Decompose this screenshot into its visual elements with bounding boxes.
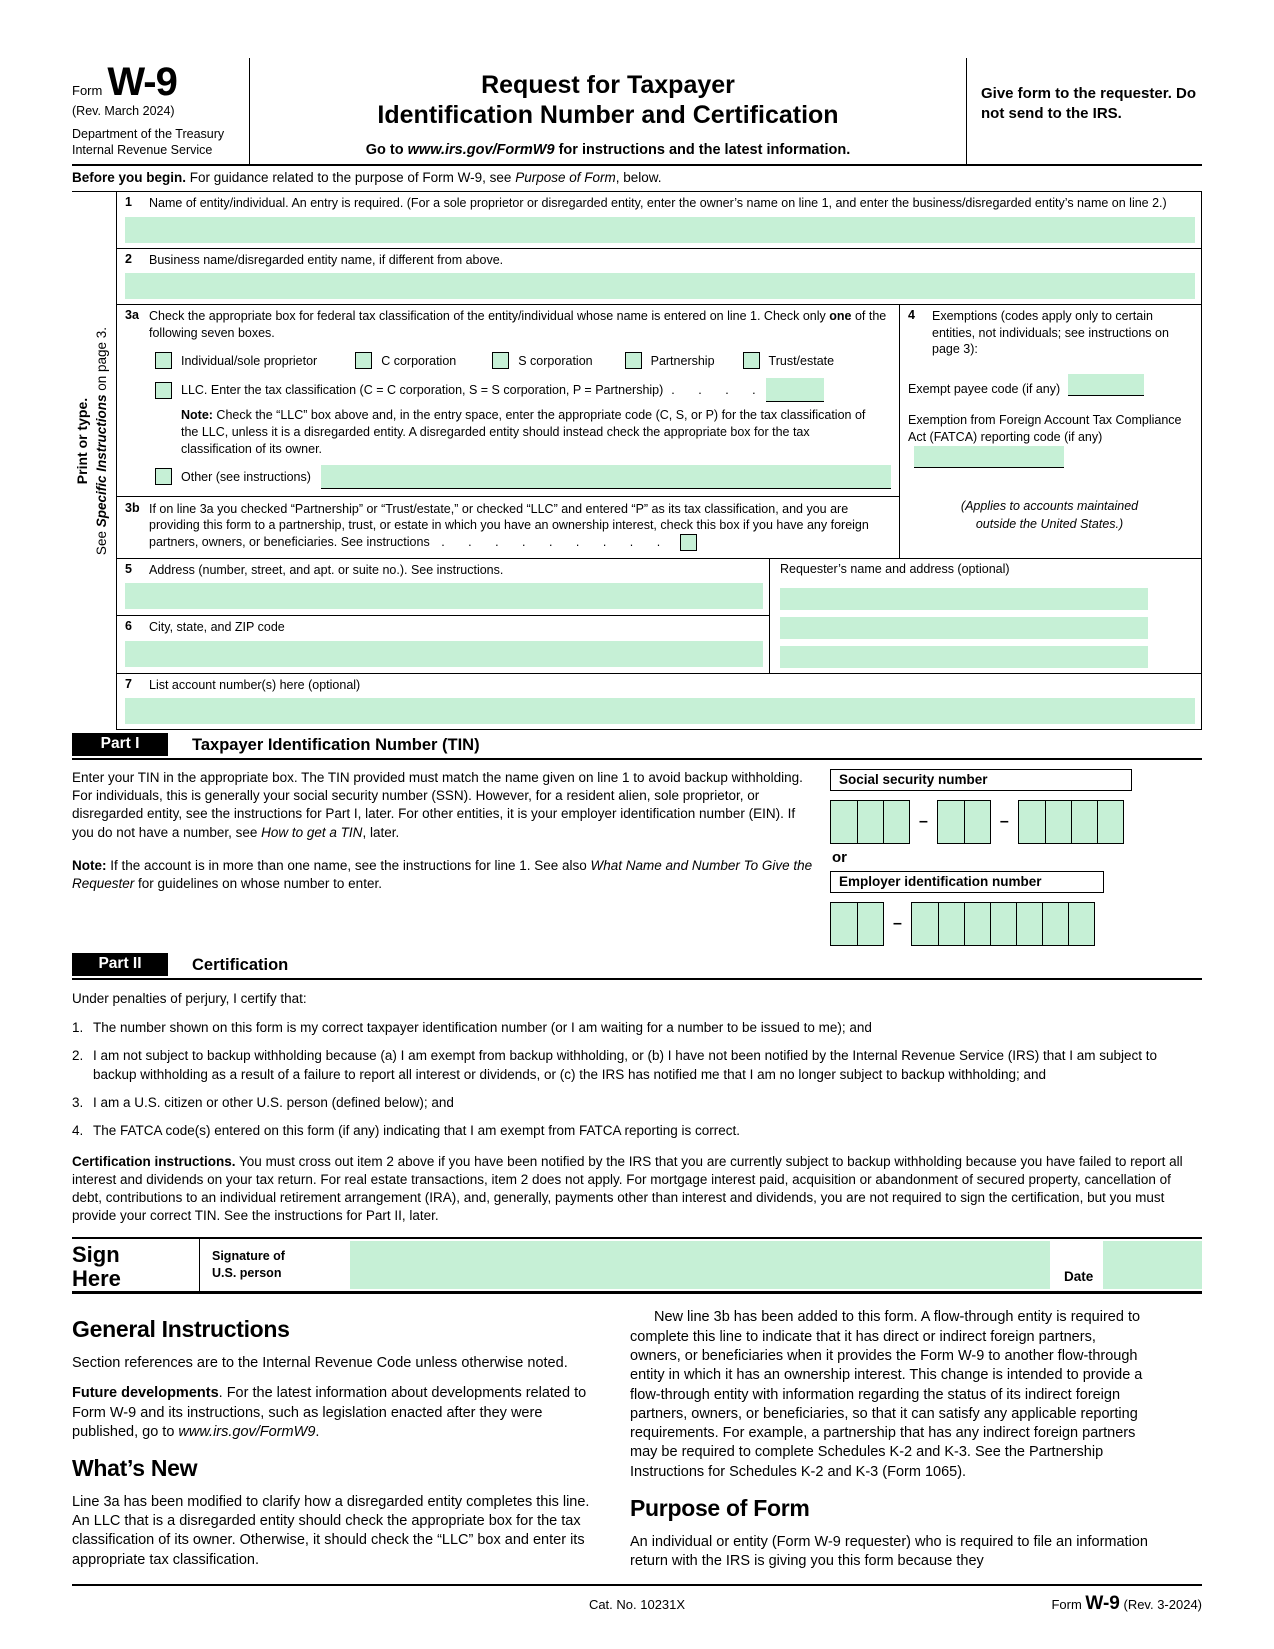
ein-digit-cell[interactable] — [1068, 903, 1094, 945]
line5-row — [117, 559, 769, 617]
ssn-label: Social security number — [830, 769, 1132, 791]
part2-title: Certification — [192, 956, 289, 975]
ein-label: Employer identification number — [830, 871, 1104, 893]
tin-cell-group — [1018, 800, 1124, 844]
tin-cell-group — [937, 800, 991, 844]
line6-label: City, state, and ZIP code — [149, 620, 285, 635]
part2-tag: Part II — [72, 953, 168, 976]
ssn-digit-cell[interactable] — [857, 801, 883, 843]
other-line — [155, 465, 893, 489]
line1-row — [117, 192, 1201, 249]
line4-column — [899, 305, 1201, 558]
date-input[interactable] — [1103, 1241, 1202, 1289]
exempt-payee-code-input[interactable] — [1068, 374, 1144, 396]
line2-row — [117, 249, 1201, 306]
ein-digit-cell[interactable] — [831, 903, 857, 945]
tin-boxes — [824, 769, 1202, 946]
other-label: Other (see instructions) — [181, 469, 311, 484]
certification-item: 1. The number shown on this form is my correct taxpayer identification number (or I am waiting for a number to be issued to me); and — [72, 1020, 872, 1036]
ssn-digit-cell[interactable] — [1097, 801, 1123, 843]
certification-instructions: Certification instructions. You must cross out item 2 above if you have been notified by the IRS that you are currently subject to backup withholding because you have failed to report all interest and dividends on your tax return. For real estate transactions, item 2 does not apply. For mortgage interest paid, acquisition or abandonment of secured property, cancellation of debt, contributions to an individual retirement arrangement (IRA), and, generally, payments other than interest and dividends, you are not required to sign the certification, but you must provide your correct TIN. See the instructions for Part II, later. — [72, 1153, 1183, 1224]
line3a-row — [117, 305, 899, 497]
part1-text — [72, 769, 824, 946]
checkbox-label: Individual/sole proprietor — [181, 353, 318, 368]
revision-date: (Rev. March 2024) — [72, 104, 175, 118]
line2-label: Business name/disregarded entity name, if different from above. — [149, 252, 504, 267]
line1-label: Name of entity/individual. An entry is required. (For a sole proprietor or disregarded entity, enter the owner’s name on line 1, and enter the business/disregarded entity’s name on line 2.) — [149, 196, 1167, 210]
tin-dash: – — [999, 813, 1009, 831]
print-or-type-sidebar: Print or type. See Specific Instructions on page 3. — [74, 326, 109, 556]
line3b-label: If on line 3a you checked “Partnership” or “Trust/estate,” or checked “LLC” and entered “P” as its tax classification, and you are providing this form to a partnership, trust, or estate in which you have an ownership interest, check this box if you have any foreign partners, owners, or beneficiaries. See instructions . . . . . . . . . — [149, 501, 893, 551]
section-references: Section references are to the Internal Revenue Code unless otherwise noted. — [72, 1355, 568, 1372]
checkbox-other[interactable] — [155, 468, 172, 485]
line4-label: Exemptions (codes apply only to certain entities, not individuals; see instructions on page 3): — [932, 309, 1169, 356]
department-agency — [72, 126, 243, 159]
ein-digit-cell[interactable] — [1042, 903, 1068, 945]
form-body — [72, 192, 1202, 730]
instructions-right-column — [630, 1308, 1148, 1582]
checkbox-label: C corporation — [381, 353, 457, 368]
irs-url: www.irs.gov/FormW9 — [178, 1423, 316, 1440]
fatca-code-input[interactable] — [914, 446, 1064, 468]
line2-business-name-input[interactable] — [125, 273, 1195, 299]
tin-cell-group — [830, 800, 910, 844]
line3b-number: 3b — [125, 500, 140, 515]
line1-name-input[interactable] — [125, 217, 1195, 243]
irs-url: www.irs.gov/FormW9 — [407, 142, 555, 158]
part2-body — [72, 980, 1202, 1237]
line5-label: Address (number, street, and apt. or suite no.). See instructions. — [149, 562, 504, 577]
account-numbers-input[interactable] — [125, 698, 1195, 724]
or-label: or — [832, 849, 847, 867]
tax-classification-checkboxes — [155, 352, 893, 369]
goto-line: Go to www.irs.gov/FormW9 for instructions and the latest information. — [365, 142, 851, 158]
purpose-of-form-paragraph: An individual or entity (Form W-9 requester) who is required to file an information return with the IRS is giving you this form because they — [630, 1533, 1148, 1569]
line5-number: 5 — [125, 561, 132, 576]
address-requester-region — [117, 559, 1201, 674]
requester-label: Requester’s name and address (optional) — [780, 561, 1010, 576]
tin-note: Note: If the account is in more than one name, see the instructions for line 1. See also What Name and Number To Give the Requester for guidelines on whose number to enter. — [72, 857, 813, 891]
form-id-block — [72, 58, 250, 164]
requester-input-1[interactable] — [780, 588, 1148, 610]
part1-body — [72, 760, 1202, 950]
ssn-digit-cell[interactable] — [883, 801, 909, 843]
requester-input-2[interactable] — [780, 617, 1148, 639]
department: Department of the Treasury — [72, 127, 225, 141]
tin-dash: – — [893, 915, 902, 933]
certification-intro: Under penalties of perjury, I certify that: — [72, 991, 307, 1007]
checkbox-partnership[interactable] — [625, 352, 642, 369]
footer-form-id: Form W-9 (Rev. 3-2024) — [1051, 1593, 1202, 1615]
dot-leader: . . . . . . . . . — [441, 534, 663, 549]
sign-here-label: Sign Here — [72, 1239, 200, 1291]
city-state-zip-input[interactable] — [125, 641, 763, 667]
instructions-section — [72, 1294, 1202, 1582]
future-developments: Future developments. For the latest information about developments related to Form W-9 and its instructions, such as legislation enacted after they were published, go to www.irs.gov/FormW9. — [72, 1385, 587, 1440]
part1-header — [72, 730, 1202, 760]
checkbox-3b-foreign-partners[interactable] — [680, 534, 697, 551]
llc-line — [155, 378, 893, 402]
ein-digit-cell[interactable] — [938, 903, 964, 945]
exempt-payee-label: Exempt payee code (if any) — [908, 381, 1061, 396]
ssn-digit-cell[interactable] — [1045, 801, 1071, 843]
form-title-block — [250, 58, 966, 164]
line3b-row — [117, 497, 899, 558]
form-header — [72, 58, 1202, 166]
certification-item: 2. I am not subject to backup withholding because (a) I am exempt from backup withholding, or (b) I have not been notified by the Internal Revenue Service (IRS) that I am subject to backup withholding as a result of a failure to report all interest or dividends, or (c) the IRS has notified me that I am no longer subject to backup withholding; and — [72, 1048, 1158, 1082]
part2-header — [72, 950, 1202, 980]
checkbox-label: Trust/estate — [768, 353, 835, 368]
ein-digit-cell[interactable] — [1016, 903, 1042, 945]
checkbox-llc[interactable] — [155, 382, 172, 399]
checkbox-label: Partnership — [650, 353, 715, 368]
checkbox-individual-sole-proprietor[interactable] — [155, 352, 172, 369]
whats-new-title: What’s New — [72, 1455, 198, 1482]
certification-item: 3. I am a U.S. citizen or other U.S. person (defined below); and — [72, 1094, 454, 1110]
ein-cells — [830, 902, 1202, 946]
checkbox-s-corporation[interactable] — [492, 352, 509, 369]
checkbox-trust-estate[interactable] — [743, 352, 760, 369]
give-form-note: Give form to the requester. Do not send to the IRS. — [966, 58, 1202, 164]
ssn-digit-cell[interactable] — [964, 801, 990, 843]
llc-note: Note: Check the “LLC” box above and, in the entry space, enter the appropriate code (C, S, or P) for the tax classification of the LLC, unless it is a disregarded entity. A disregarded entity should instead check the appropriate box for the tax classification of its owner. — [181, 408, 866, 456]
form-grid — [116, 192, 1202, 730]
ssn-cells — [830, 800, 1202, 844]
line3a-label: Check the appropriate box for federal tax classification of the entity/individual whose name is entered on line 1. Check only one of the following seven boxes. — [149, 309, 887, 340]
line2-number: 2 — [125, 251, 132, 266]
tin-instructions: Enter your TIN in the appropriate box. The TIN provided must match the name given on line 1 to avoid backup withholding. For individuals, this is generally your social security number (SSN). However, for a resident alien, sole proprietor, or disregarded entity, see the instructions for Part I, later. For other entities, it is your employer identification number (EIN). If you do not have a number, see How to get a TIN, later. — [72, 770, 803, 840]
line4-number: 4 — [908, 308, 915, 322]
line1-number: 1 — [125, 195, 132, 209]
fatca-label: Exemption from Foreign Account Tax Compliance Act (FATCA) reporting code (if any) — [908, 412, 1182, 444]
form-number: W-9 — [107, 60, 177, 104]
whats-new-paragraph: Line 3a has been modified to clarify how a disregarded entity completes this line. An LLC that is a disregarded entity should check the appropriate box for the tax classification of its owner. Otherwise, it should check the “LLC” box and enter its appropriate tax classification. — [72, 1493, 590, 1568]
tin-cell-group — [911, 902, 1095, 946]
tin-cell-group — [830, 902, 884, 946]
checkbox-label: S corporation — [518, 353, 593, 368]
ein-digit-cell[interactable] — [912, 903, 938, 945]
line6-row — [117, 616, 769, 673]
line7-label: List account number(s) here (optional) — [149, 677, 361, 692]
ssn-digit-cell[interactable] — [1071, 801, 1097, 843]
classification-exemptions-region — [117, 305, 1201, 559]
applies-note: (Applies to accounts maintained outside the United States.) — [960, 499, 1139, 531]
part1-tag: Part I — [72, 733, 168, 756]
other-input[interactable] — [321, 465, 891, 489]
line6-number: 6 — [125, 619, 132, 634]
requester-column — [769, 559, 1201, 673]
form-title: Request for Taxpayer Identification Number and Certification — [377, 71, 839, 129]
dot-leader: . . . . — [671, 383, 758, 397]
new-line-3b-paragraph: New line 3b has been added to this form. A flow-through entity is required to complete this line to indicate that it has direct or indirect foreign partners, owners, or beneficiaries when it provides the Form W-9 to another flow-through entity in which it has an ownership interest. This change is intended to provide a flow-through entity with information regarding the status of its indirect foreign partners, owners, or beneficiaries, so that it can satisfy any applicable reporting requirements. For example, a partnership that has any indirect foreign partners may be required to complete Schedules K-2 and K-3. See the Partnership Instructions for Schedules K-2 and K-3 (Form 1065). — [630, 1309, 1143, 1480]
catalog-number: Cat. No. 10231X — [588, 1597, 686, 1613]
line3a-number: 3a — [125, 308, 139, 322]
sign-here-row — [72, 1237, 1202, 1294]
page-footer — [72, 1584, 1202, 1615]
general-instructions-title: General Instructions — [72, 1316, 290, 1343]
date-label: Date — [1064, 1269, 1094, 1285]
certification-item: 4. The FATCA code(s) entered on this form (if any) indicating that I am exempt from FATCA reporting is correct. — [72, 1122, 740, 1138]
ssn-digit-cell[interactable] — [831, 801, 857, 843]
checkbox-c-corporation[interactable] — [355, 352, 372, 369]
fatca-row — [908, 412, 1191, 469]
ssn-digit-cell[interactable] — [938, 801, 964, 843]
form-word: Form — [72, 83, 103, 98]
ein-digit-cell[interactable] — [857, 903, 883, 945]
line7-number: 7 — [125, 676, 132, 691]
address-input[interactable] — [125, 583, 763, 609]
tin-dash: – — [919, 813, 928, 831]
signature-input[interactable] — [350, 1241, 1050, 1289]
purpose-of-form-title: Purpose of Form — [630, 1495, 810, 1522]
requester-input-3[interactable] — [780, 646, 1148, 668]
before-you-begin: Before you begin. For guidance related to the purpose of Form W-9, see Purpose of Form, below. — [72, 166, 1202, 192]
agency: Internal Revenue Service — [72, 143, 213, 158]
llc-classification-input[interactable] — [766, 378, 824, 402]
ssn-digit-cell[interactable] — [1019, 801, 1045, 843]
signature-label: Signature of U.S. person — [212, 1249, 285, 1280]
exempt-payee-row — [908, 374, 1191, 396]
llc-label: LLC. Enter the tax classification (C = C corporation, S = S corporation, P = Partnership) — [181, 383, 664, 397]
part1-title: Taxpayer Identification Number (TIN) — [192, 736, 480, 755]
ein-digit-cell[interactable] — [964, 903, 990, 945]
ein-digit-cell[interactable] — [990, 903, 1016, 945]
line7-row — [117, 674, 1201, 730]
instructions-left-column — [72, 1308, 590, 1582]
